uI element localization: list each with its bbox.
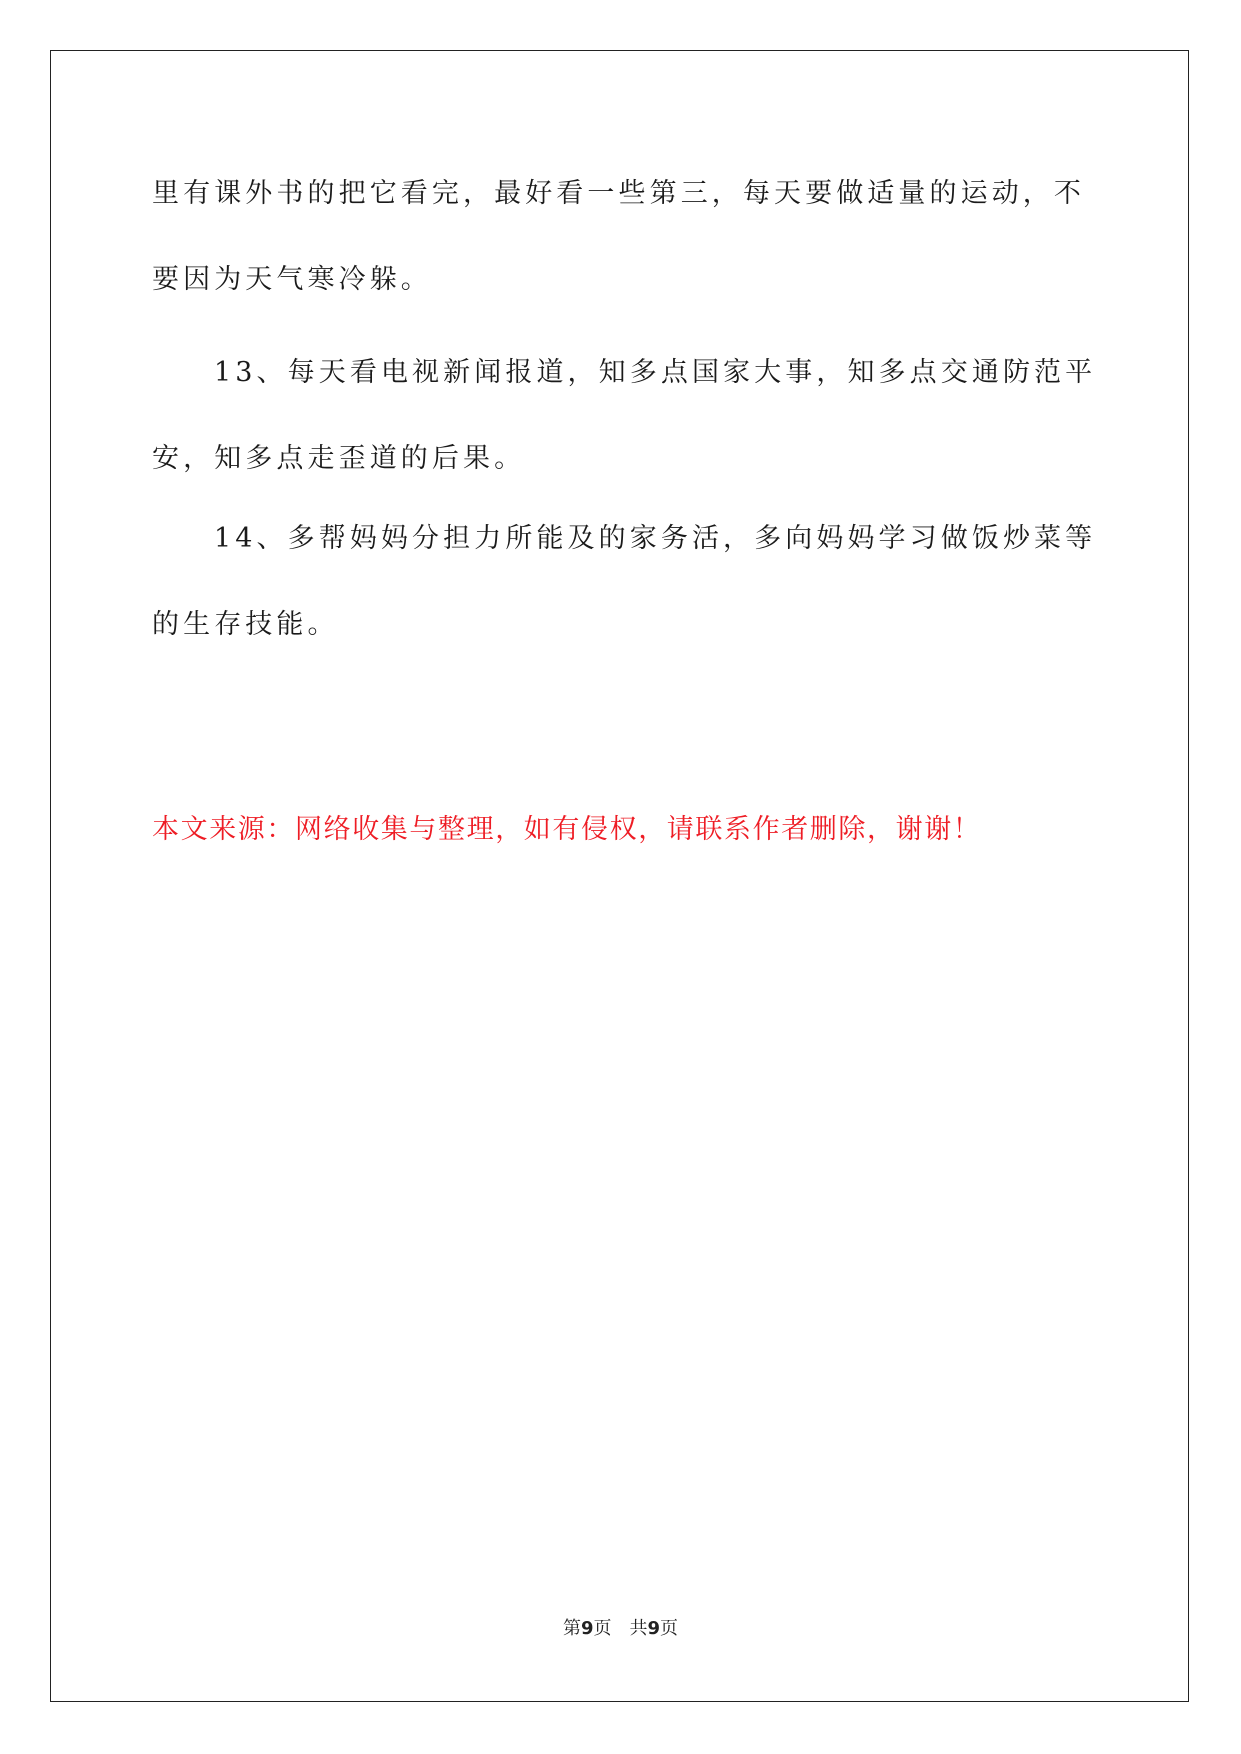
footer-total-suffix: 页	[660, 1618, 679, 1639]
footer-prefix: 第	[562, 1618, 581, 1639]
current-page-number: 9	[580, 1618, 594, 1639]
total-pages-number: 9	[647, 1618, 661, 1639]
page-border	[50, 50, 1189, 1702]
footer-page-word: 页	[593, 1618, 612, 1639]
item-13-line-1: 13、每天看电视新闻报道，知多点国家大事，知多点交通防范平	[214, 357, 1097, 388]
item-14-line-2: 的生存技能。	[152, 609, 339, 640]
item-14-line-1: 14、多帮妈妈分担力所能及的家务活，多向妈妈学习做饭炒菜等	[214, 523, 1097, 554]
page-footer	[0, 1618, 1241, 1640]
item-13-line-2: 安，知多点走歪道的后果。	[152, 443, 526, 474]
body-line-2: 要因为天气寒冷躲。	[152, 264, 432, 295]
source-notice: 本文来源：网络收集与整理，如有侵权，请联系作者删除，谢谢！	[152, 814, 982, 845]
body-line-1: 里有课外书的把它看完，最好看一些第三，每天要做适量的运动，不	[152, 178, 1085, 209]
footer-total-prefix: 共	[629, 1618, 648, 1639]
